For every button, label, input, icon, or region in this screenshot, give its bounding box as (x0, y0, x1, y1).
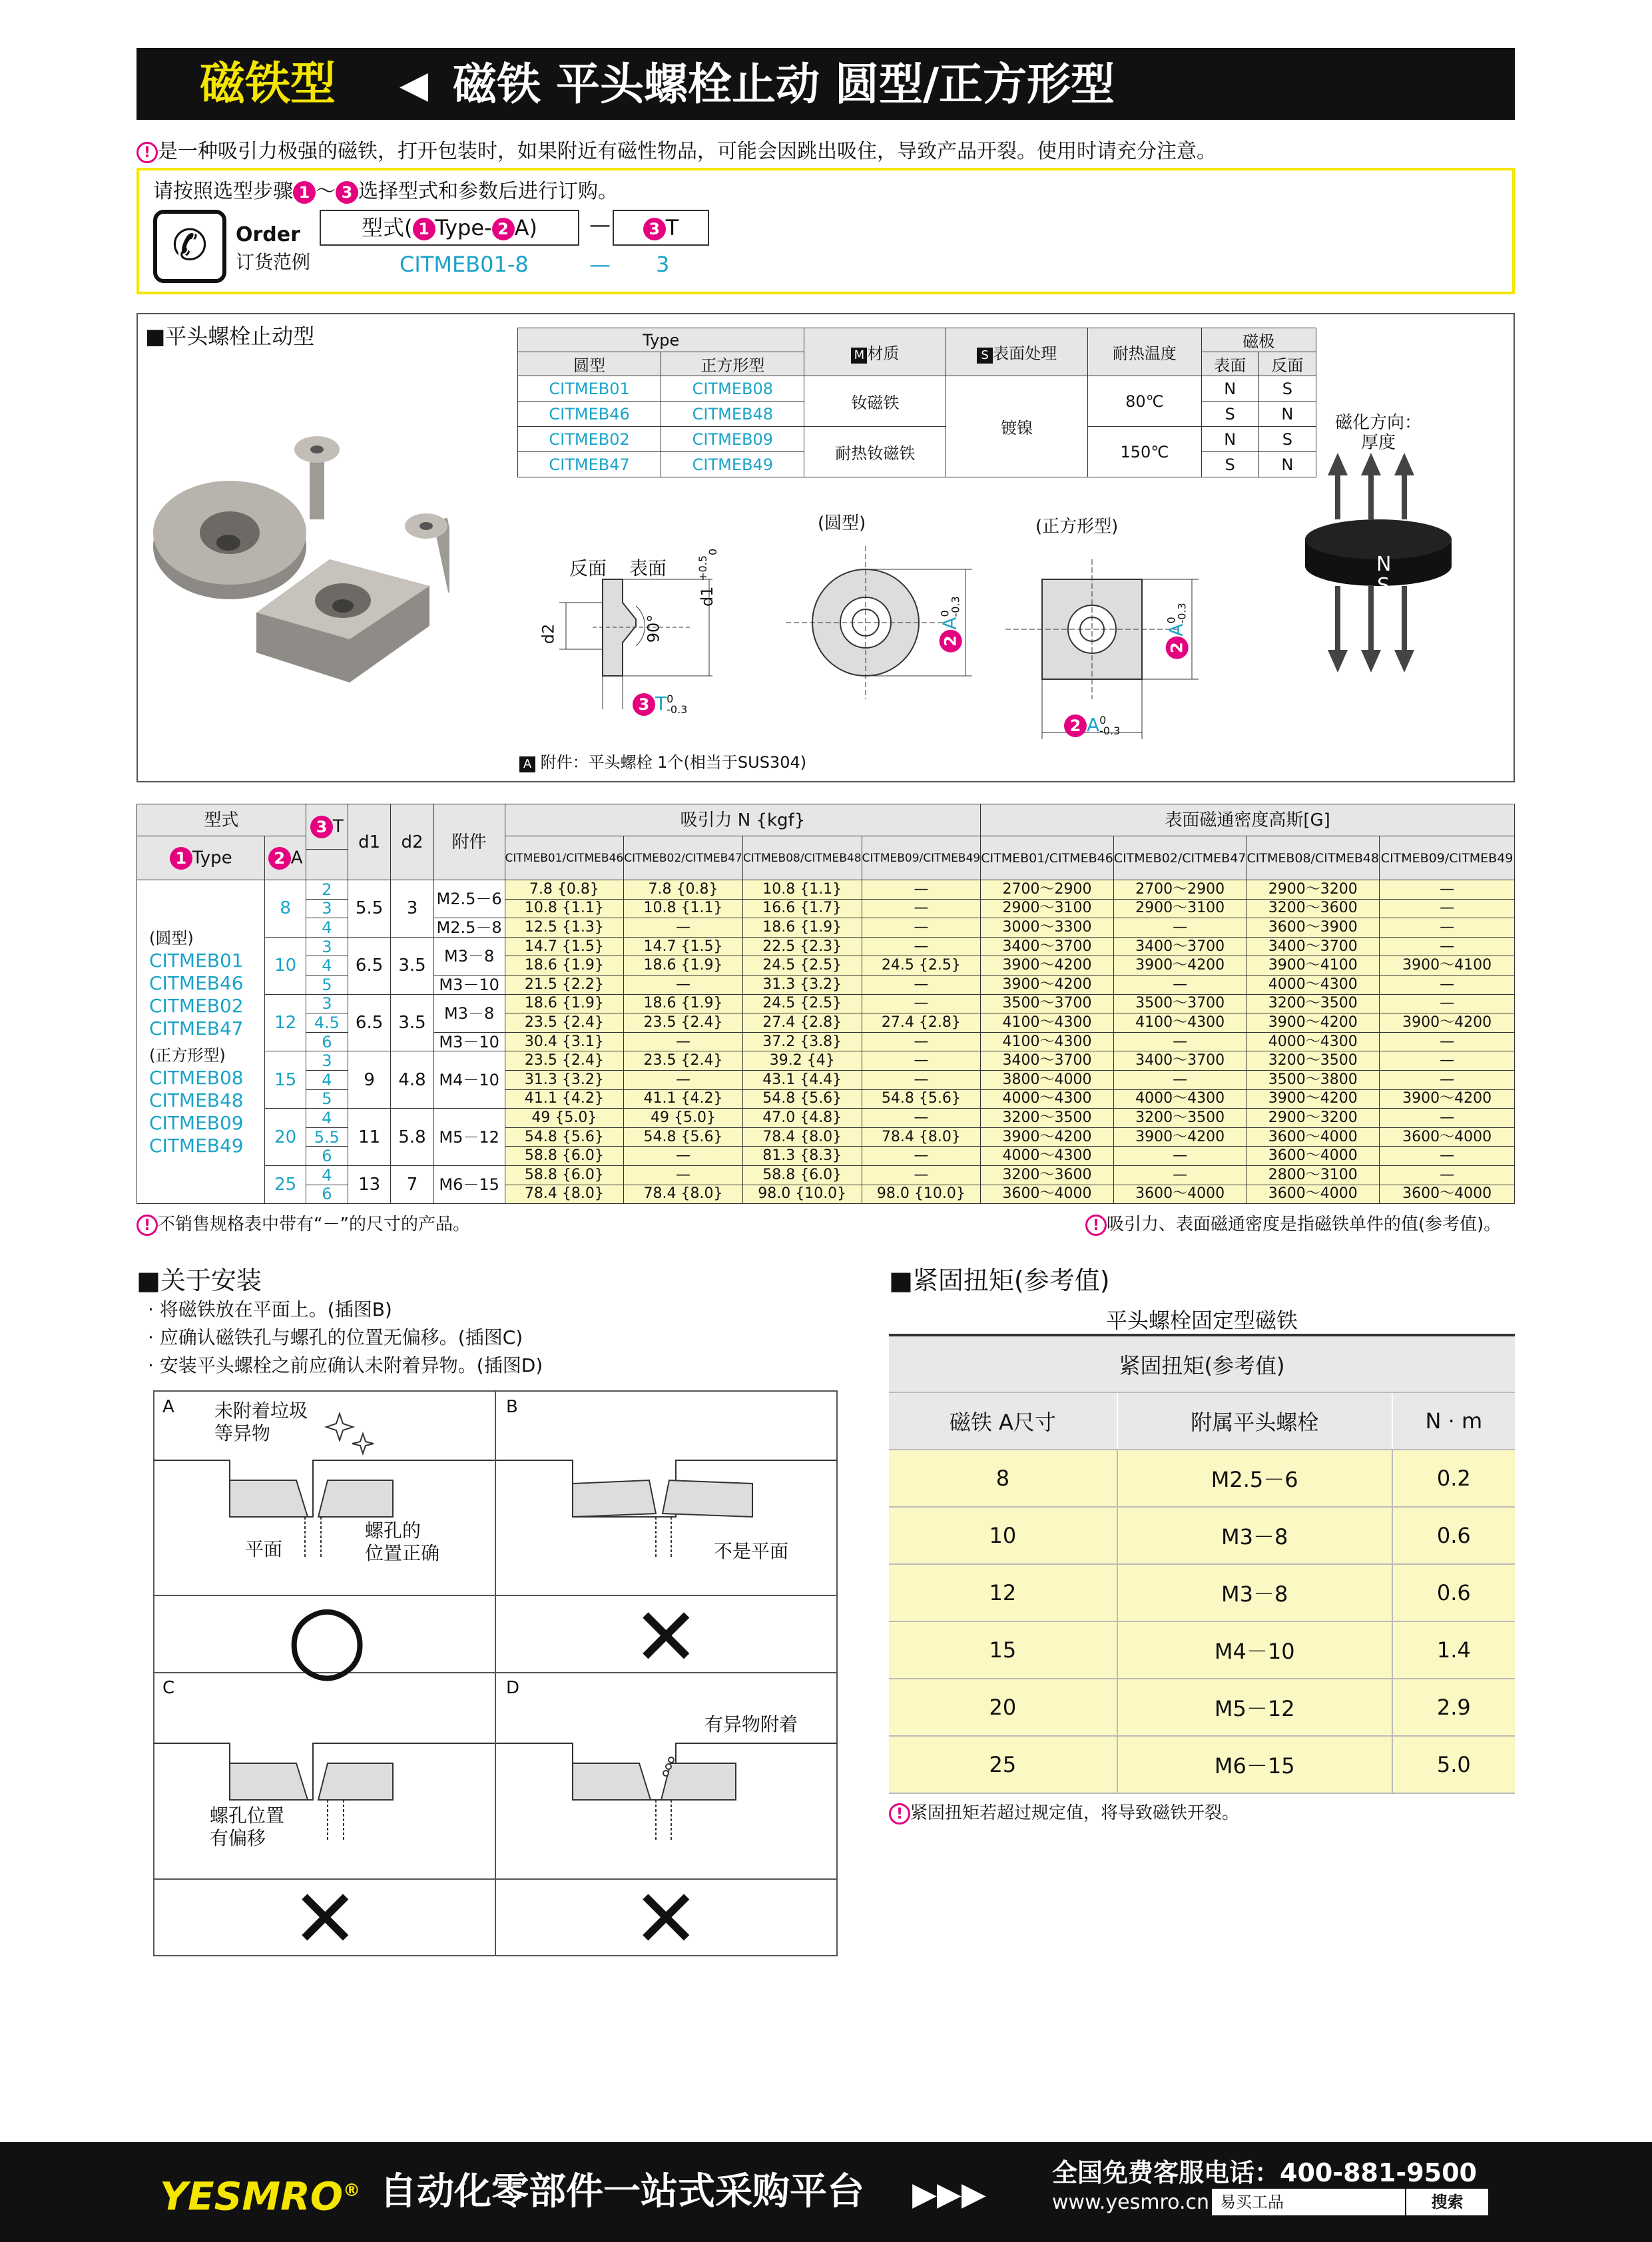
type-codes-cell: (圆型) CITMEB01 CITMEB46 CITMEB02 CITMEB47 (正方形型) CITMEB08 CITMEB48 CITMEB09 CITMEB49 (137, 880, 265, 1204)
ng-mark-c: ✕ (292, 1873, 359, 1966)
product-photo (150, 426, 449, 693)
table-row: 3 10.8 {1.1} 10.8 {1.1} 16.6 {1.7} — 2900～3100 2900～3100 3200～3600 — (137, 899, 1515, 918)
table-row: 25 4 13 7 M6－15 58.8 {6.0} — 58.8 {6.0} — 3200～3600 — 2800～3100 — (137, 1165, 1515, 1185)
square-a-dimension-h: 2 A0 -0.3 (1064, 714, 1120, 737)
d2-label: d2 (539, 623, 558, 645)
order-label-cn: 订货范例 (236, 251, 311, 273)
footer-url[interactable]: www.yesmro.cn (1052, 2191, 1210, 2214)
install-b3: · 安装平头螺栓之前应确认未附着异物。(插图D) (148, 1354, 543, 1376)
table-row: 5 M3－10 21.5 {2.2} — 31.3 {3.2} — 3900～4200 — 4000～4300 — (137, 975, 1515, 994)
table-row: 15 3 9 4.8 M4－10 23.5 {2.4} 23.5 {2.4} 39.2 {4} — 3400～3700 3400～3700 3200～3500 — (137, 1051, 1515, 1071)
main-note-left: ! 不销售规格表中带有“－”的尺寸的产品。 (137, 1211, 470, 1236)
table-row: 6 M3－10 30.4 {3.1} — 37.2 {3.8} — 4100～4300 — 4000～4300 — (137, 1032, 1515, 1051)
install-d-label: D (506, 1678, 520, 1698)
footer-brand: YESMRO® (160, 2173, 361, 2219)
t-dimension: 3 T0 -0.3 (633, 693, 687, 716)
spec-section-title: ■平头螺栓止动型 (145, 324, 315, 349)
table-row: 5 41.1 {4.2} 41.1 {4.2} 54.8 {5.6} 54.8 {5.6} 4000～4300 4000～4300 3900～4200 3900～4200 (137, 1089, 1515, 1109)
table-row: 4.5 23.5 {2.4} 23.5 {2.4} 27.4 {2.8} 27.4 {2.8} 4100～4300 4100～4300 3900～4200 3900～4200 (137, 1013, 1515, 1033)
main-table: 型式 3 T d1 d2 附件 吸引力 N {kgf} 表面磁通密度高斯[G] 1 Type 2 A CITMEB01/CITMEB46 CITMEB02/CITMEB47 CITMEB08/CITMEB48 CITMEB09/CITMEB49 CITMEB01/CITMEB46 CITMEB02/CITMEB47 CITMEB08/CITMEB48 CITMEB09/CITMEB49 (圆型) CITMEB01 CITMEB46 CITMEB02 CITMEB47 (正方形型) CITMEB08 CITMEB48 CITMEB09 CITMEB49 8 2 5.5 3 M2.5－6 7.8 {0.8} 7.8 {0.8} 10.8 {1.1} — 2700～2900 2700～2900 2900～3200 — 3 10.8 {1.1} 10.8 {1.1} 16.6 {1.7} — 2900～3100 2900～3100 3200～3600 — 4 M2.5－8 12.5 {1.3} — 18.6 {1.9} — 3000～3300 — 3600～3900 — 10 3 6.5 3.5 M3－8 14.7 {1.5} 14.7 {1.5} 22.5 {2.3} — 3400～3700 3400～3700 3400～3700 — 4 18.6 {1.9} 18.6 {1.9} 24.5 {2.5} 24.5 {2.5} 3900～4200 3900～4200 3900～4100 3900～4100 5 M3－10 21.5 {2.2} — 31.3 {3.2} — 3900～4200 — 4000～4300 — 12 3 6.5 3.5 M3－8 18.6 {1.9} 18.6 {1.9} 24.5 {2.5} — 3500～3700 3500～3700 3200～3500 — 4.5 23.5 {2.4} 23.5 {2.4} 27.4 {2.8} 27.4 {2.8} 4100～4300 4100～4300 3900～4200 3900～4200 6 M3－10 30.4 {3.1} — 37.2 {3.8} — 4100～4300 — 4000～4300 — 15 3 9 4.8 M4－10 23.5 {2.4} 23.5 {2.4} 39.2 {4} — 3400～3700 3400～3700 3200～3500 — 4 31.3 {3.2} — 43.1 {4.4} — 3800～4000 — 3500～3800 — 5 41.1 {4.2} 41.1 {4.2} 54.8 {5.6} 54.8 {5.6} 4000～4300 4000～4300 3900～4200 3900～4200 20 4 11 5.8 M5－12 49 {5.0} 49 {5.0} 47.0 {4.8} — 3200～3500 3200～3500 2900～3200 — 5.5 54.8 {5.6} 54.8 {5.6} 78.4 {8.0} 78.4 {8.0} 3900～4200 3900～4200 3600～4000 3600～4000 6 58.8 {6.0} — 81.3 {8.3} — 4000～4300 — 3600～4000 — 25 4 13 7 M6－15 58.8 {6.0} — 58.8 {6.0} — 3200～3600 — 2800～3100 — 6 78.4 {8.0} 78.4 {8.0} 98.0 {10.0} 98.0 {10.0} 3600～4000 3600～4000 3600～4000 3600～4000 (137, 804, 1515, 1204)
a-dust-label: 未附着垃圾 等异物 (214, 1400, 308, 1444)
round-label: (圆型) (818, 513, 866, 533)
a-flat-label: 平面 (245, 1538, 283, 1560)
spec-table: Type M 材质 S 表面处理 耐热温度 磁极 圆型 正方形型 表面 反面 CITMEB01 CITMEB08 钕磁铁 镀镍 80℃ N S CITMEB46 CITMEB48 S N CITMEB02 CITMEB09 耐热钕磁铁 150℃ N S CITMEB47 CITMEB49 S N (517, 328, 1316, 477)
order-t-box: 3 T (613, 210, 709, 246)
d1-label: d1 $^{+0.5}_0$ (696, 548, 719, 607)
table-row: 4 18.6 {1.9} 18.6 {1.9} 24.5 {2.5} 24.5 {2.5} 3900～4200 3900～4200 3900～4100 3900～4100 (137, 956, 1515, 976)
footer-arrows: ▶▶▶ (912, 2175, 986, 2213)
back-face-label: 反面 (569, 557, 607, 579)
ng-mark-b: ✕ (633, 1591, 700, 1684)
attachment-note: A 附件：平头螺栓 1个(相当于SUS304) (519, 749, 806, 772)
header-arrow: ◀ (400, 63, 429, 107)
torque-note: ! 紧固扭矩若超过规定值，将导致磁铁开裂。 (889, 1799, 1239, 1824)
order-example-code: CITMEB01-8 (400, 252, 529, 277)
install-a-label: A (162, 1397, 174, 1417)
order-model-box: 型式( 1 Type- 2 A) (320, 210, 579, 246)
footer-search-input[interactable]: 易买工品 (1212, 2189, 1405, 2215)
order-dash: — (589, 212, 611, 237)
warning-icon: ! (137, 142, 158, 163)
a-hole-label: 螺孔的 位置正确 (365, 1520, 440, 1564)
order-instruction: 请按照选型步骤 1 ～ 3 选择型式和参数后进行订购。 (153, 180, 618, 203)
order-example-t: 3 (656, 252, 670, 277)
front-face-label: 表面 (629, 557, 667, 579)
install-title: ■关于安装 (137, 1266, 262, 1295)
square-label: (正方形型) (1035, 517, 1119, 537)
torque-title: ■紧固扭矩(参考值) (889, 1266, 1110, 1295)
mag-s: S (1377, 574, 1390, 597)
table-row: (圆型) CITMEB01 CITMEB46 CITMEB02 CITMEB47 (正方形型) CITMEB08 CITMEB48 CITMEB09 CITMEB49 8 2 5.5 3 M2.5－6 7.8 {0.8} 7.8 {0.8} 10.8 {1.1} — 2700～2900 2700～2900 2900～3200 — (137, 880, 1515, 900)
header-category: 磁铁型 (200, 58, 336, 111)
table-row: 6 58.8 {6.0} — 81.3 {8.3} — 4000～4300 — 3600～4000 — (137, 1147, 1515, 1166)
table-row: 4 31.3 {3.2} — 43.1 {4.4} — 3800～4000 — 3500～3800 — (137, 1070, 1515, 1089)
torque-table: 紧固扭矩(参考值) 磁铁 A尺寸 附属平头螺栓 N · m 8 M2.5－6 0.2 10 M3－8 0.6 12 M3－8 0.6 15 M4－10 1.4 20 M5－12 2.9 25 M6－15 5.0 (889, 1334, 1515, 1794)
table-row: 20 4 11 5.8 M5－12 49 {5.0} 49 {5.0} 47.0 {4.8} — 3200～3500 3200～3500 2900～3200 — (137, 1109, 1515, 1128)
round-a-dimension: 2A0 -0.3 (939, 596, 962, 652)
footer-phone: 全国免费客服电话：400-881-9500 (1052, 2158, 1477, 2187)
main-note-right: ! 吸引力、表面磁通密度是指磁铁单件的值(参考值)。 (1085, 1211, 1501, 1236)
ng-mark-d: ✕ (633, 1873, 700, 1966)
install-c-label: C (162, 1678, 175, 1698)
mag-n: N (1376, 553, 1392, 576)
table-row: 4 M2.5－8 12.5 {1.3} — 18.6 {1.9} — 3000～3300 — 3600～3900 — (137, 918, 1515, 938)
torque-caption: 平头螺栓固定型磁铁 (1105, 1308, 1298, 1333)
phone-icon: ✆ (153, 210, 226, 283)
table-row: 6 78.4 {8.0} 78.4 {8.0} 98.0 {10.0} 98.0 {10.0} 3600～4000 3600～4000 3600～4000 3600～4000 (137, 1185, 1515, 1204)
footer-search-button[interactable]: 搜索 (1405, 2189, 1488, 2215)
square-a-dimension-v: 2A0 -0.3 (1165, 603, 1189, 659)
order-label-en: Order (236, 223, 300, 246)
install-b2: · 应确认磁铁孔与螺孔的位置无偏移。(插图C) (148, 1326, 523, 1348)
table-row: 5.5 54.8 {5.6} 54.8 {5.6} 78.4 {8.0} 78.4 {8.0} 3900～4200 3900～4200 3600～4000 3600～4000 (137, 1127, 1515, 1147)
b-notflat-label: 不是平面 (714, 1540, 789, 1562)
footer-slogan: 自动化零部件一站式采购平台 (380, 2170, 864, 2213)
page-title: 磁铁 平头螺栓止动 圆型/正方形型 (453, 59, 1115, 110)
install-b1: · 将磁铁放在平面上。(插图B) (148, 1298, 392, 1320)
table-row: 10 3 6.5 3.5 M3－8 14.7 {1.5} 14.7 {1.5} 22.5 {2.3} — 3400～3700 3400～3700 3400～3700 — (137, 937, 1515, 956)
ok-mark: ○ (286, 1583, 368, 1692)
install-b-label: B (506, 1397, 518, 1417)
top-warning: ! 是一种吸引力极强的磁铁，打开包装时，如果附近有磁性物品，可能会因跳出吸住，导致产品开裂。使用时请充分注意。 (137, 139, 1217, 165)
order-example-dash: — (589, 252, 611, 277)
table-row: 12 3 6.5 3.5 M3－8 18.6 {1.9} 18.6 {1.9} 24.5 {2.5} — 3500～3700 3500～3700 3200～3500 — (137, 994, 1515, 1013)
c-offset-label: 螺孔位置 有偏移 (210, 1805, 285, 1849)
mag-direction-label: 磁化方向： 厚度 (1335, 413, 1422, 453)
angle-label: 90° (644, 614, 663, 643)
d-foreign-label: 有异物附着 (704, 1713, 798, 1735)
install-grid (153, 1390, 839, 1958)
